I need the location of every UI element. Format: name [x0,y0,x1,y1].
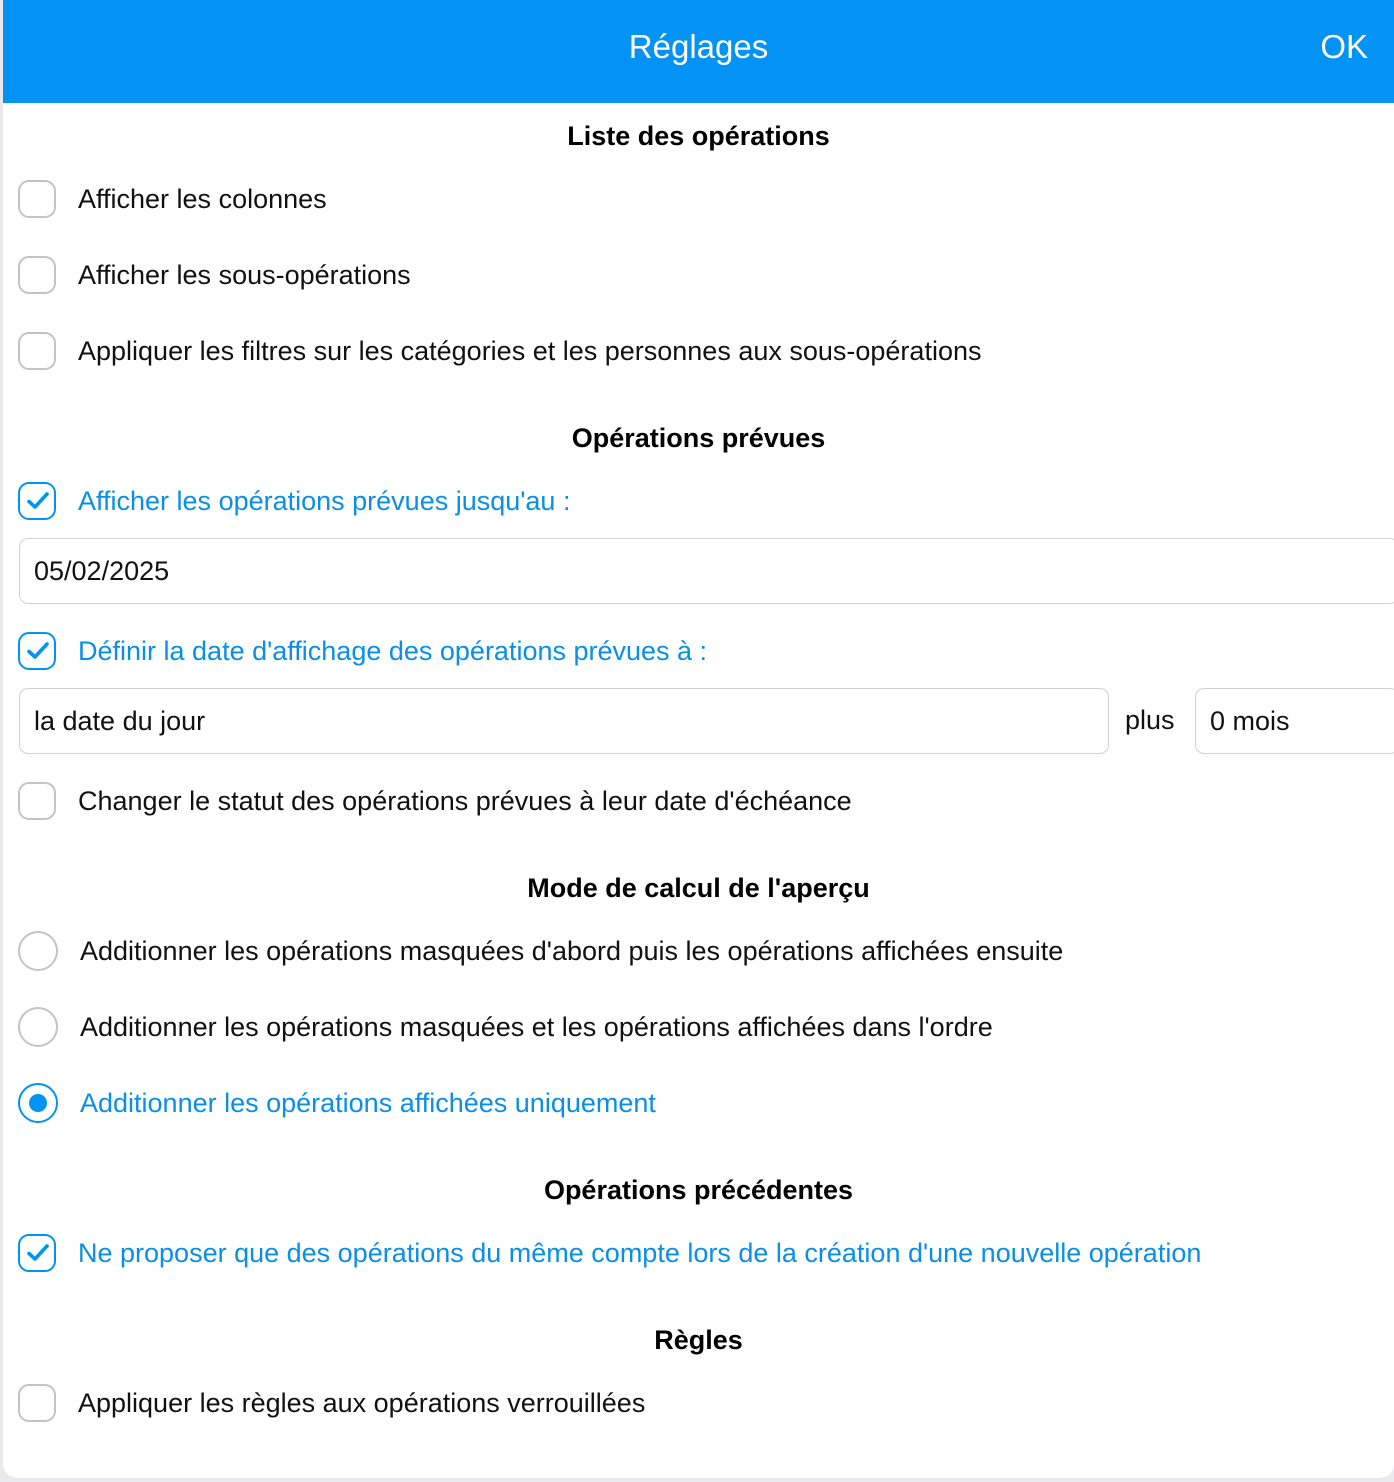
plus-label: plus [1125,705,1175,735]
radio-button[interactable] [18,931,58,971]
option-changer-statut[interactable] [18,778,852,824]
checkbox[interactable] [18,1384,56,1422]
checkbox[interactable] [18,332,56,370]
header-bar [3,0,1394,103]
option-label: Appliquer les filtres sur les catégories et les personnes aux sous-opérations [78,335,982,366]
checkmark-icon [26,1243,50,1263]
checkmark-icon [26,491,50,511]
checkbox-checked[interactable] [18,482,56,520]
checkbox-checked[interactable] [18,1234,56,1272]
radio-masquees-abord[interactable] [18,928,1063,974]
checkbox[interactable] [18,782,56,820]
ok-button[interactable]: OK [1320,28,1368,65]
section-title-apercu: Mode de calcul de l'aperçu [527,873,870,903]
section-title-regles: Règles [654,1325,743,1355]
option-label: Additionner les opérations masquées et les opérations affichées dans l'ordre [80,1011,993,1042]
option-regles-verrouillees[interactable] [18,1380,645,1426]
checkbox[interactable] [18,180,56,218]
option-label: Afficher les colonnes [78,183,327,214]
base-date-select[interactable]: la date du jour [19,688,1109,754]
option-afficher-sous-operations[interactable] [18,252,411,298]
option-definir-date-affichage[interactable] [18,628,707,674]
radio-dot-icon [29,1094,47,1112]
option-label: Additionner les opérations affichées uniquement [80,1087,656,1118]
section-title-precedentes: Opérations précédentes [543,1175,854,1205]
checkbox[interactable] [18,256,56,294]
checkmark-icon [26,641,50,661]
checkbox-checked[interactable] [18,632,56,670]
option-label: Appliquer les règles aux opérations verrouillées [78,1387,646,1418]
radio-button[interactable] [18,1007,58,1047]
option-label: Afficher les sous-opérations [78,259,411,290]
section-title-liste: Liste des opérations [567,121,830,151]
option-appliquer-filtres[interactable] [18,328,981,374]
dialog-title: Réglages [628,28,769,65]
option-label: Changer le statut des opérations prévues à leur date d'échéance [78,785,852,816]
months-field[interactable]: 0 mois [1195,688,1394,754]
option-label: Afficher les opérations prévues jusqu'au : [78,485,571,516]
option-label: Définir la date d'affichage des opérations prévues à : [78,635,708,666]
section-title-prevues: Opérations prévues [571,423,826,453]
option-label: Additionner les opérations masquées d'abord puis les opérations affichées ensuite [80,935,1064,966]
radio-button-selected[interactable] [18,1083,58,1123]
settings-dialog [3,0,1394,1478]
option-label: Ne proposer que des opérations du même compte lors de la création d'une nouvelle opération [78,1237,1202,1268]
radio-masquees-ordre[interactable] [18,1004,993,1050]
date-field[interactable]: 05/02/2025 [19,538,1394,604]
radio-affichees-uniquement[interactable] [18,1080,656,1126]
option-afficher-colonnes[interactable] [18,176,327,222]
option-meme-compte[interactable] [18,1230,1201,1276]
option-afficher-prevues-jusquau[interactable] [18,478,570,524]
